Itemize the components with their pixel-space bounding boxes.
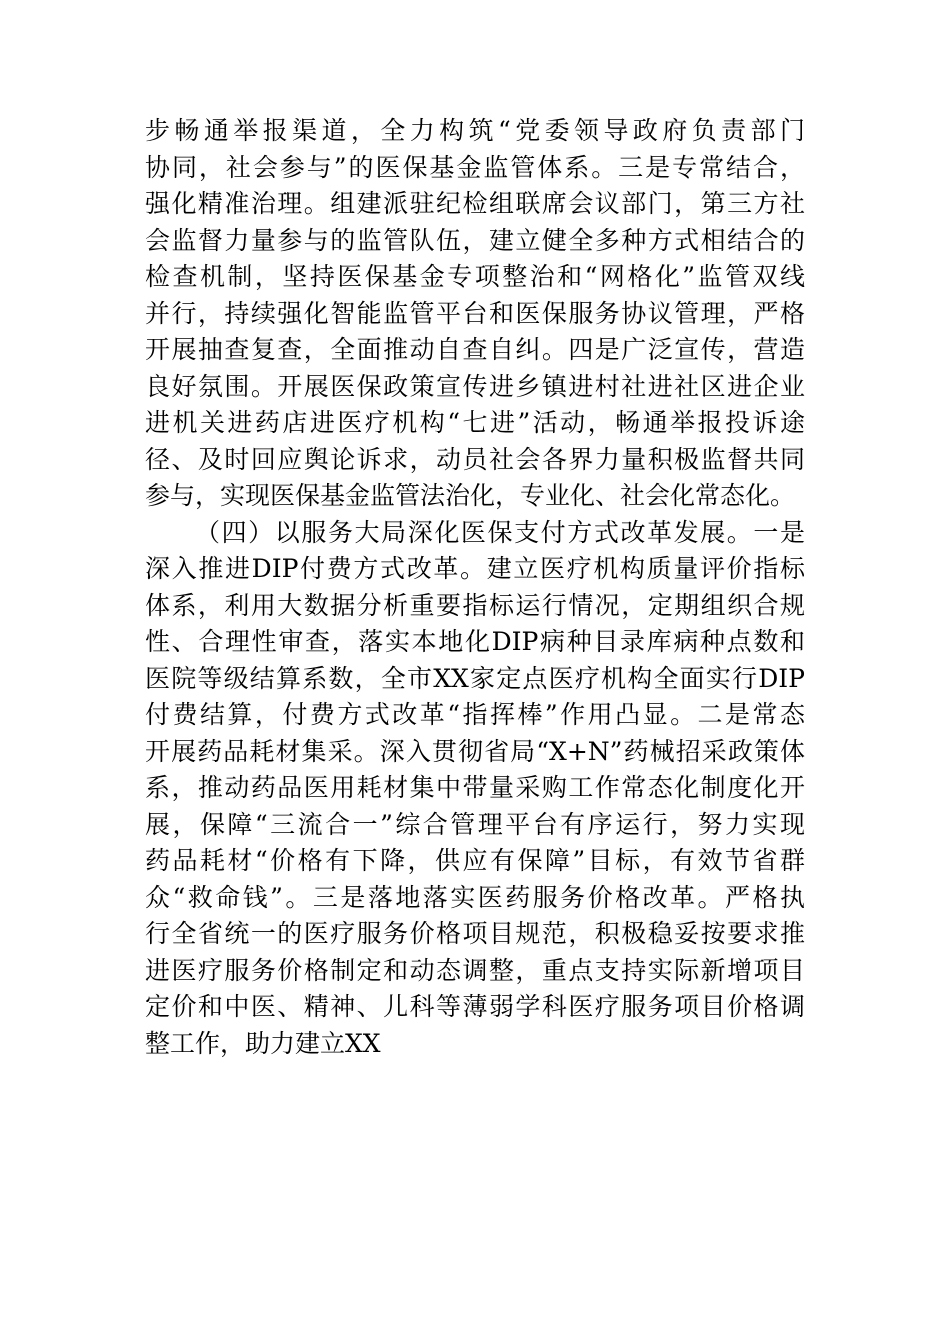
section-heading-line: （四）以服务大局深化医保支付方式改革发展。一是: [195, 517, 805, 547]
text-line: 检查机制，坚持医保基金专项整治和“网格化”监管双线: [145, 262, 805, 291]
text-line: 药品耗材“价格有下降，供应有保障”目标，有效节省群: [145, 846, 805, 875]
text-line: 径、及时回应舆论诉求，动员社会各界力量积极监督共同: [145, 444, 805, 474]
text-line: 众“救命钱”。三是落地落实医药服务价格改革。严格执: [145, 882, 805, 912]
text-line: 开展抽查复查，全面推动自查自纠。四是广泛宣传，营造: [145, 335, 805, 364]
paragraph-2: [145, 515, 805, 1063]
text-line: 协同，社会参与”的医保基金监管体系。三是专常结合，: [145, 152, 805, 182]
text-line: 行全省统一的医疗服务价格项目规范，积极稳妥按要求推: [145, 919, 805, 948]
text-line: 整工作，助力建立XX: [145, 1028, 381, 1058]
text-line: 强化精准治理。组建派驻纪检组联席会议部门，第三方社: [145, 189, 805, 218]
paragraph-1: [145, 113, 805, 515]
text-line: 体系，利用大数据分析重要指标运行情况，定期组织合规: [145, 590, 805, 620]
text-line: 付费结算，付费方式改革“指挥棒”作用凸显。二是常态: [145, 700, 805, 729]
text-line: 进机关进药店进医疗机构“七进”活动，畅通举报投诉途: [145, 408, 805, 437]
text-line: 医院等级结算系数，全市XX家定点医疗机构全面实行DIP: [145, 663, 805, 693]
text-line: 良好氛围。开展医保政策宣传进乡镇进村社进社区进企业: [145, 371, 805, 401]
text-line: 会监督力量参与的监管队伍，建立健全多种方式相结合的: [145, 225, 805, 255]
text-line: 展，保障“三流合一”综合管理平台有序运行，努力实现: [145, 809, 805, 839]
text-line: 参与，实现医保基金监管法治化，专业化、社会化常态化。: [145, 481, 796, 510]
document-body: [145, 113, 805, 1062]
text-line: 进医疗服务价格制定和动态调整，重点支持实际新增项目: [145, 955, 805, 985]
text-line: 步畅通举报渠道，全力构筑“党委领导政府负责部门: [145, 116, 805, 145]
text-line: 并行，持续强化智能监管平台和医保服务协议管理，严格: [145, 298, 805, 328]
text-line: 开展药品耗材集采。深入贯彻省局“X+N”药械招采政策体: [145, 736, 805, 766]
text-line: 性、合理性审查，落实本地化DIP病种目录库病种点数和: [145, 627, 805, 656]
text-line: 定价和中医、精神、儿科等薄弱学科医疗服务项目价格调: [145, 992, 805, 1021]
text-line: 深入推进DIP付费方式改革。建立医疗机构质量评价指标: [145, 554, 805, 583]
text-line: 系，推动药品医用耗材集中带量采购工作常态化制度化开: [145, 773, 805, 802]
